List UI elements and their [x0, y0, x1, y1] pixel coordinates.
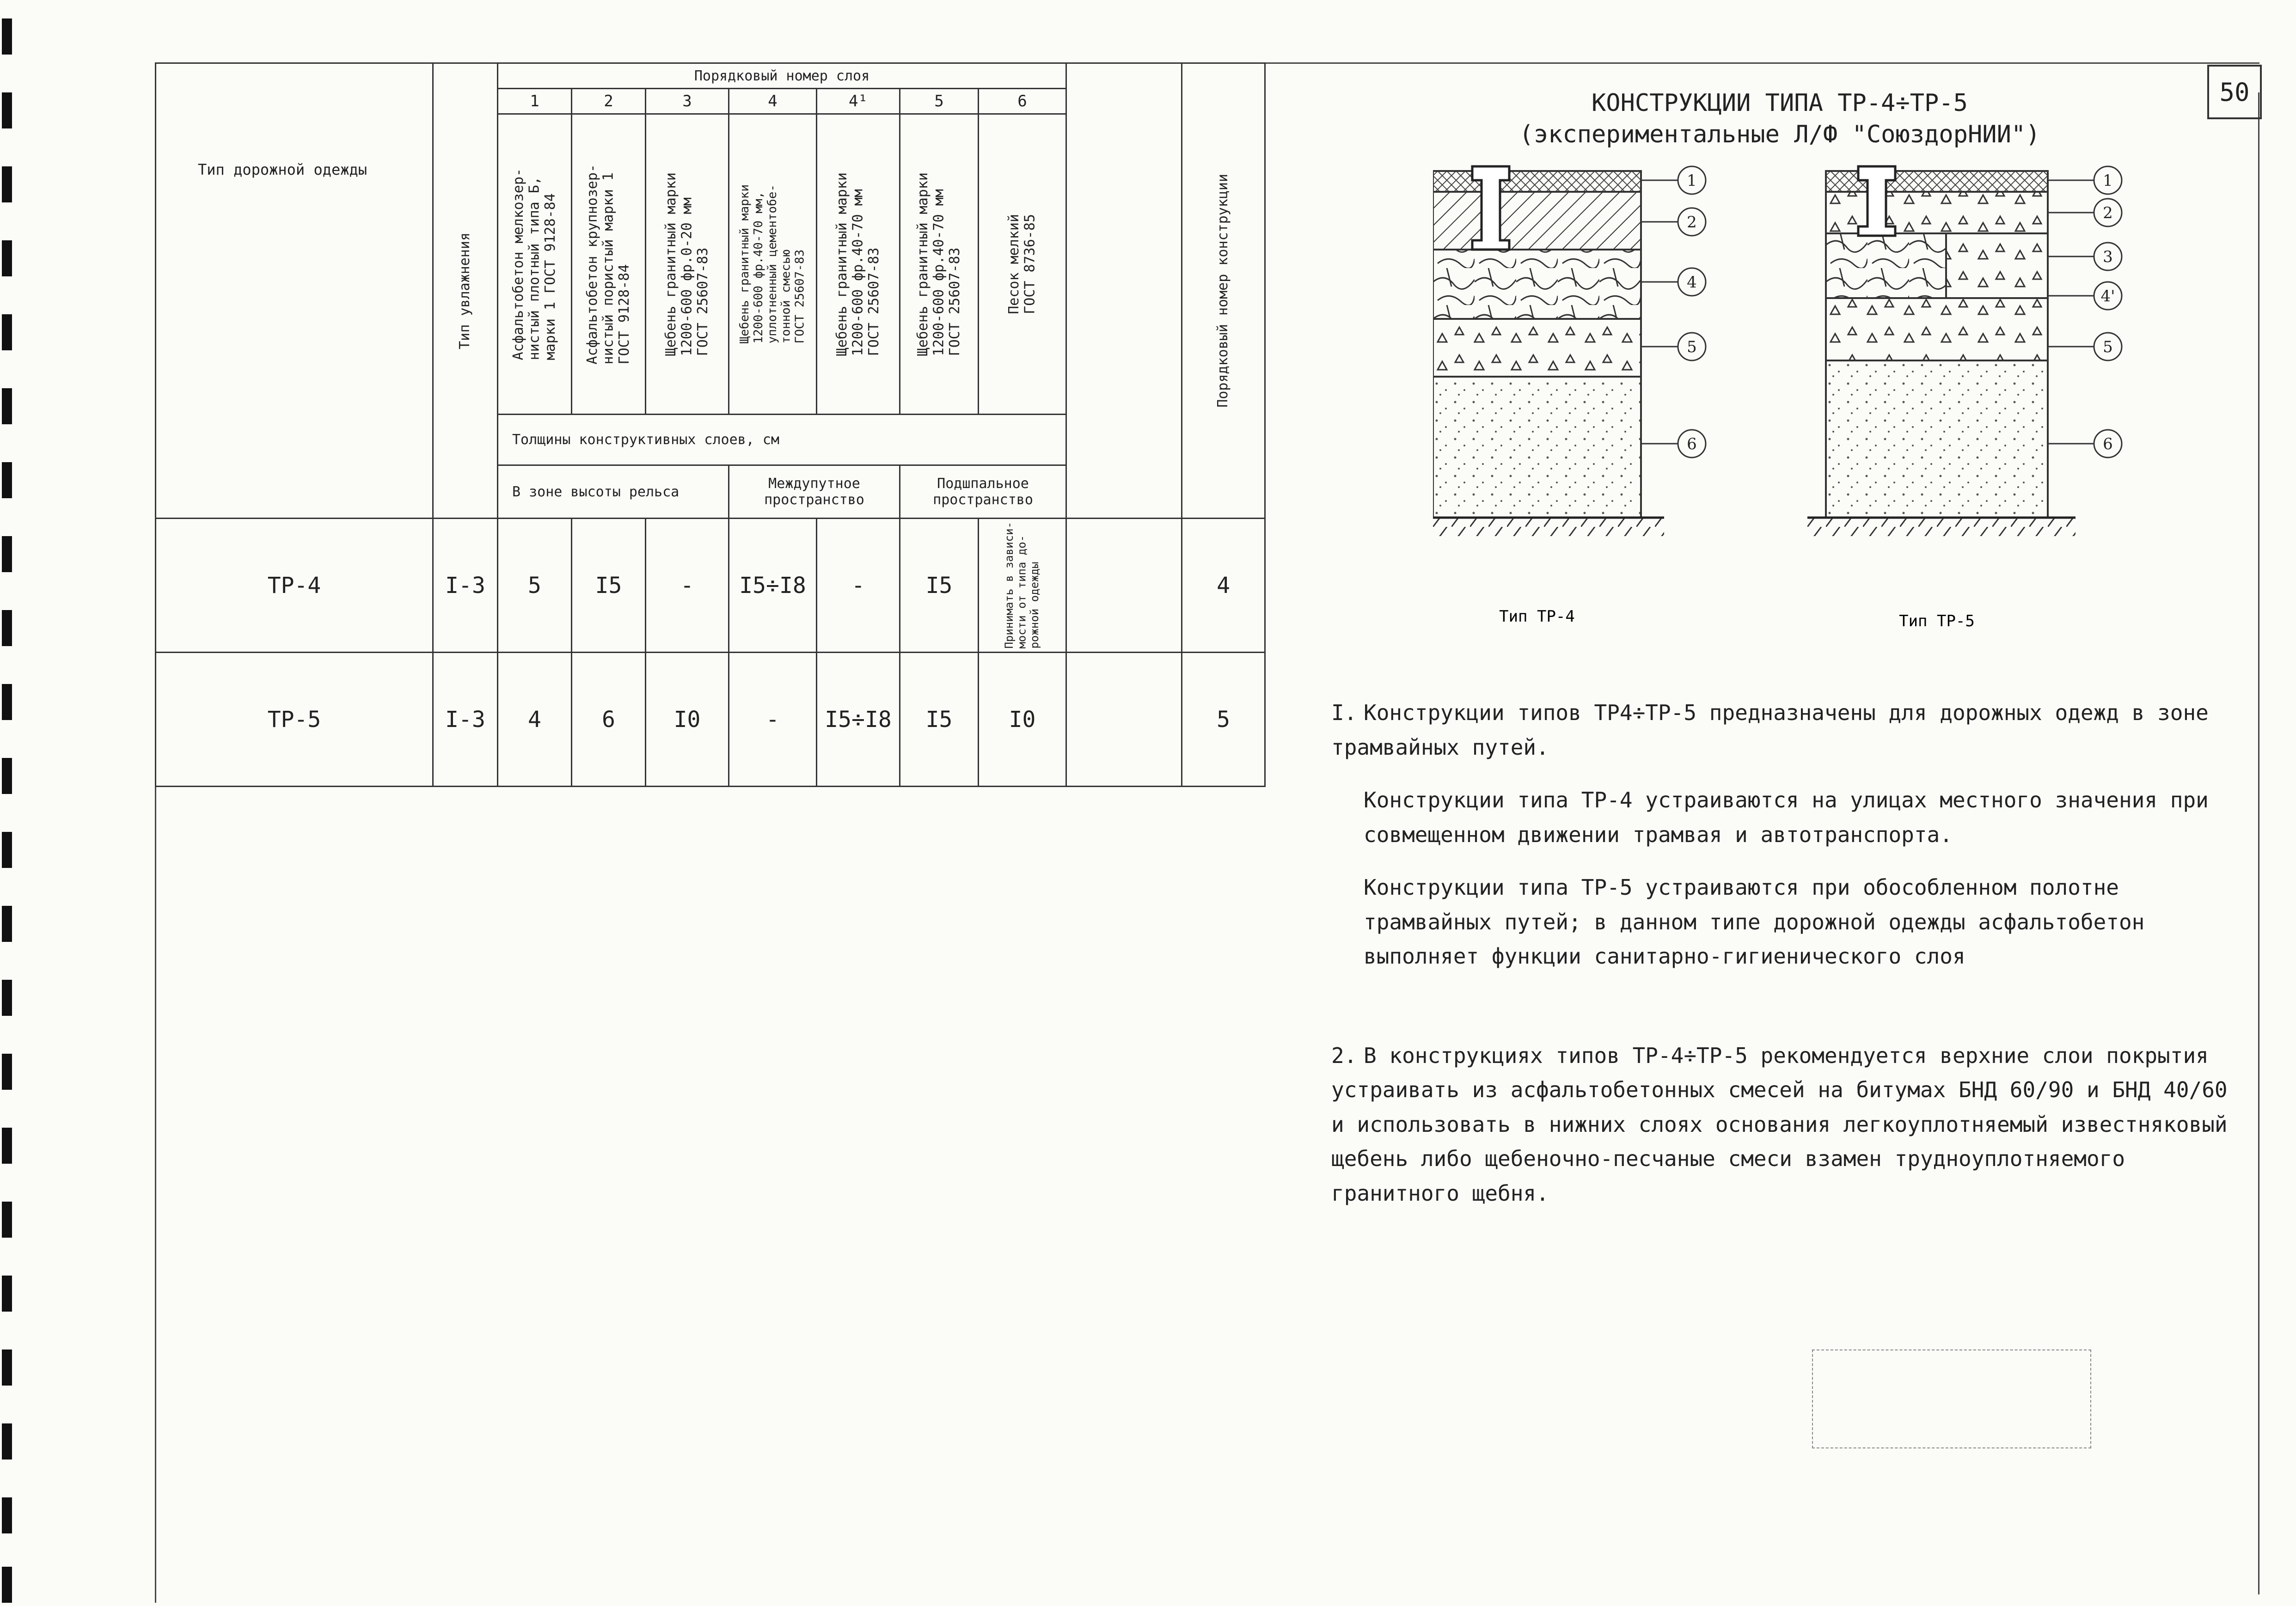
header-road-type: Тип дорожной одежды [156, 63, 433, 519]
layer-material: Щебень гранитный марки 1200-600 фр.40-70 мм ГОСТ 25607-83 [817, 114, 900, 415]
marker-label: 6 [1687, 435, 1697, 453]
faint-stamp [1812, 1350, 2091, 1448]
zone-inter-label: Междупутное пространство [729, 465, 900, 519]
section-tp5 [1807, 166, 2122, 536]
construction-table [155, 62, 1266, 787]
marker-label: 5 [2103, 338, 2113, 356]
note-1-paragraph-2: Конструкции типа ТР-4 устраиваются на улицах местного значения при совмещенном движении трамвая и автотранспорта. [1364, 788, 2209, 847]
marker-label: 1 [1687, 171, 1697, 190]
note-1-paragraph-3: Конструкции типа ТР-5 устраиваются при обособленном полотне трамвайных путей; в данном типе дорожной одежды асфальтобетон выполняет функции санитарно-гигиенического слоя [1364, 875, 2145, 969]
row-type: ТР-4 [156, 519, 433, 653]
row-humidity: I-3 [433, 519, 498, 653]
marker-label: 1 [2103, 171, 2113, 190]
layer-number: 5 [900, 89, 979, 114]
layer-number: 2 [572, 89, 646, 114]
layer-number: 4¹ [817, 89, 900, 114]
layer-material: Асфальтобетон крупнозер- нистый пористый марки 1 ГОСТ 9128-84 [572, 114, 646, 415]
row-type: ТР-5 [156, 653, 433, 787]
row-construction-number: 4 [1182, 519, 1265, 653]
row-cell: I5 [900, 653, 979, 787]
zone-rail-label: В зоне высоты рельса [498, 465, 729, 519]
layer-number: 6 [979, 89, 1066, 114]
markers-tp4 [1641, 166, 1706, 458]
diagram-title-main: КОНСТРУКЦИИ ТИПА ТР-4÷ТР-5 [1592, 89, 1968, 117]
row-cell: I5 [572, 519, 646, 653]
row-cell: - [729, 653, 817, 787]
layer-material: Щебень гранитный марки 1200-600 фр.40-70 мм ГОСТ 25607-83 [900, 114, 979, 415]
diagram-subtitle: (экспериментальные Л/Ф "СоюздорНИИ") [1519, 120, 2040, 148]
marker-label: 6 [2103, 435, 2113, 453]
note-text: Конструкции типов ТР4÷ТР-5 предназначены для дорожных одежд в зоне трамвайных путей. [1331, 700, 2209, 760]
marker-label: 2 [1687, 213, 1697, 232]
blank-column [1066, 63, 1182, 519]
row-cell: I5 [900, 519, 979, 653]
layer-number: 4 [729, 89, 817, 114]
table-row [156, 653, 1265, 787]
row-cell: I0 [646, 653, 729, 787]
diagram-title [1364, 88, 2196, 150]
note-text: В конструкциях типов ТР-4÷ТР-5 рекомендуется верхние слои покрытия устраивать из асфальтобетонных смесей на битумах БНД 60/90 и БНД 40/60 и использовать в нижних слоях основания легкоуплотняемый известняковый щебень либо щебеночно-песчаные смеси взамен трудноуплотняемого гранитного щебня. [1331, 1043, 2228, 1206]
zone-under-label: Подшпальное пространство [900, 465, 1066, 519]
thickness-label: Толщины конструктивных слоев, см [498, 415, 1066, 465]
row-humidity: I-3 [433, 653, 498, 787]
layer-material: Щебень гранитный марки 1200-600 фр.0-20 мм ГОСТ 25607-83 [646, 114, 729, 415]
note-2 [1331, 1038, 2251, 1211]
note-1 [1331, 696, 2251, 764]
row-cell: I5÷I8 [729, 519, 817, 653]
note-number: I. [1331, 700, 1357, 725]
row-cell: - [646, 519, 729, 653]
row-construction-number: 5 [1182, 653, 1265, 787]
row-cell: I5÷I8 [817, 653, 900, 787]
page-frame-right [2258, 92, 2259, 1594]
row-cell: 4 [498, 653, 572, 787]
marker-label: 5 [1687, 338, 1697, 356]
caption-tp4: Тип ТР-4 [1499, 607, 1575, 626]
header-construction-number: Порядковый номер конструкции [1182, 63, 1265, 519]
blank-cell [1066, 519, 1182, 653]
note-number: 2. [1331, 1043, 1357, 1068]
marker-label: 4 [1687, 273, 1697, 292]
caption-tp5: Тип ТР-5 [1899, 612, 1975, 630]
cross-section-diagram [1433, 157, 2196, 633]
marker-label: 2 [2103, 204, 2113, 222]
section-tp4 [1433, 166, 1664, 536]
binding-strip [0, 0, 18, 1606]
row-cell: 6 [572, 653, 646, 787]
layer-material: Асфальтобетон мелкозер- нистый плотный типа Б, марки 1 ГОСТ 9128-84 [498, 114, 572, 415]
row-cell: I0 [979, 653, 1066, 787]
layer-material: Щебень гранитный марки 1200-600 фр.40-70 мм, уплотненный цементобе- тонной смесью ГОСТ 25607-83 [729, 114, 817, 415]
layer-material: Песок мелкий ГОСТ 8736-85 [979, 114, 1066, 415]
blank-cell [1066, 653, 1182, 787]
layer-number: 3 [646, 89, 729, 114]
notes-section [1331, 696, 2251, 1229]
layer-number: 1 [498, 89, 572, 114]
header-layer-number: Порядковый номер слоя [498, 63, 1066, 89]
row-cell-note: Принимать в зависи- мости от типа до- рожной одежды [979, 519, 1066, 653]
marker-label: 3 [2103, 248, 2113, 266]
page-number: 50 [2207, 65, 2262, 119]
marker-label: 4' [2100, 287, 2115, 305]
row-cell: - [817, 519, 900, 653]
row-cell: 5 [498, 519, 572, 653]
header-humidity: Тип увлажнения [433, 63, 498, 519]
table-row [156, 519, 1265, 653]
